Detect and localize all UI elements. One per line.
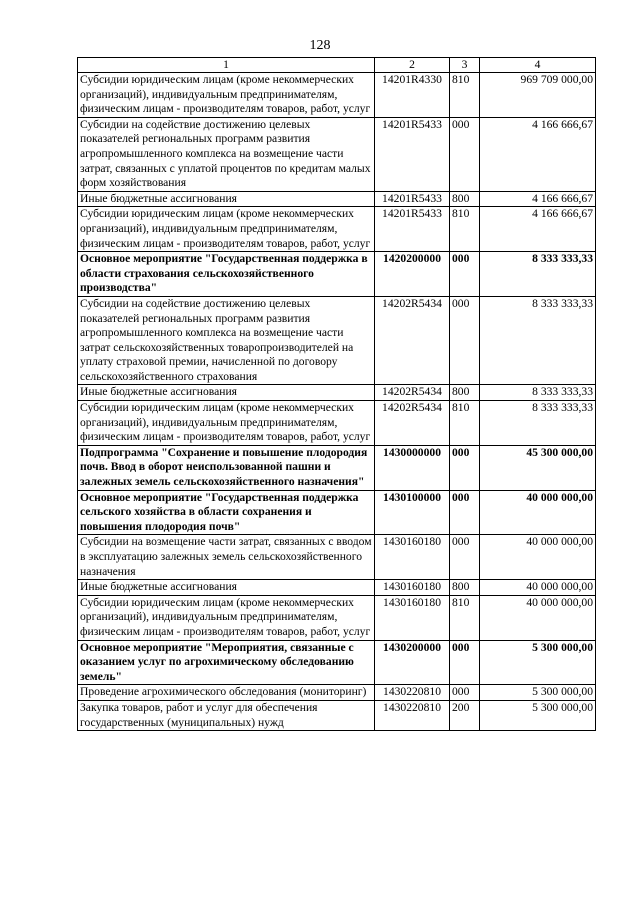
row-name-cell: Иные бюджетные ассигнования — [78, 385, 375, 401]
row-code-cell: 1420200000 — [375, 252, 450, 297]
row-name-cell: Субсидии на содействие достижению целевых показателей региональных программ развития агропромышленного комплекса на возмещение части затрат сельскохозяйственных товаропроизводителей на уплату страховой премии, начисленной по договору сельскохозяйственного страхования — [78, 296, 375, 385]
row-kvr-cell: 800 — [450, 385, 480, 401]
table-row — [78, 191, 596, 207]
row-code-cell: 1430160180 — [375, 535, 450, 580]
row-amount-cell: 8 333 333,33 — [480, 252, 596, 297]
row-kvr-cell: 000 — [450, 445, 480, 490]
row-code-cell: 1430220810 — [375, 700, 450, 730]
row-code-cell: 1430200000 — [375, 640, 450, 685]
table-row — [78, 700, 596, 730]
table-row — [78, 401, 596, 446]
table-row — [78, 73, 596, 118]
row-name-cell: Подпрограмма "Сохранение и повышение плодородия почв. Ввод в оборот неиспользованной пашни и залежных земель сельскохозяйственного назначения" — [78, 445, 375, 490]
row-name-cell: Иные бюджетные ассигнования — [78, 580, 375, 596]
row-code-cell: 14202R5434 — [375, 296, 450, 385]
row-amount-cell: 40 000 000,00 — [480, 535, 596, 580]
row-kvr-cell: 200 — [450, 700, 480, 730]
row-amount-cell: 40 000 000,00 — [480, 580, 596, 596]
row-code-cell: 14201R5433 — [375, 207, 450, 252]
table-row — [78, 490, 596, 535]
row-name-cell: Основное мероприятие "Государственная поддержка сельского хозяйства в области сохранения и повышения плодородия почв" — [78, 490, 375, 535]
table-row — [78, 595, 596, 640]
row-name-cell: Проведение агрохимического обследования (мониторинг) — [78, 685, 375, 701]
row-code-cell: 1430160180 — [375, 580, 450, 596]
row-code-cell: 14201R4330 — [375, 73, 450, 118]
row-kvr-cell: 000 — [450, 296, 480, 385]
row-amount-cell: 40 000 000,00 — [480, 595, 596, 640]
row-kvr-cell: 810 — [450, 401, 480, 446]
page-number: 128 — [309, 38, 331, 53]
row-name-cell: Закупка товаров, работ и услуг для обеспечения государственных (муниципальных) нужд — [78, 700, 375, 730]
row-amount-cell: 5 300 000,00 — [480, 640, 596, 685]
row-name-cell: Субсидии на возмещение части затрат, связанных с вводом в эксплуатацию залежных земель сельскохозяйственного назначения — [78, 535, 375, 580]
row-kvr-cell: 810 — [450, 73, 480, 118]
row-amount-cell: 4 166 666,67 — [480, 207, 596, 252]
row-name-cell: Субсидии юридическим лицам (кроме некоммерческих организаций), индивидуальным предпринимателям, физическим лицам - производителям товаров, работ, услуг — [78, 401, 375, 446]
table-header-row — [78, 58, 596, 73]
row-code-cell: 1430000000 — [375, 445, 450, 490]
row-name-cell: Субсидии на содействие достижению целевых показателей региональных программ развития агропромышленного комплекса на возмещение части затрат, связанных с уплатой процентов по кредитам малых форм хозяйствования — [78, 117, 375, 191]
row-name-cell: Основное мероприятие "Государственная поддержка в области страхования сельскохозяйственного производства" — [78, 252, 375, 297]
row-amount-cell: 4 166 666,67 — [480, 191, 596, 207]
row-code-cell: 1430220810 — [375, 685, 450, 701]
row-code-cell: 14202R5434 — [375, 401, 450, 446]
row-name-cell: Субсидии юридическим лицам (кроме некоммерческих организаций), индивидуальным предпринимателям, физическим лицам - производителям товаров, работ, услуг — [78, 73, 375, 118]
column-header-1: 1 — [78, 58, 375, 73]
row-amount-cell: 5 300 000,00 — [480, 700, 596, 730]
row-kvr-cell: 000 — [450, 535, 480, 580]
column-header-3: 3 — [450, 58, 480, 73]
table-row — [78, 445, 596, 490]
row-amount-cell: 8 333 333,33 — [480, 296, 596, 385]
row-amount-cell: 5 300 000,00 — [480, 685, 596, 701]
row-kvr-cell: 810 — [450, 595, 480, 640]
row-kvr-cell: 000 — [450, 252, 480, 297]
row-name-cell: Субсидии юридическим лицам (кроме некоммерческих организаций), индивидуальным предпринимателям, физическим лицам - производителям товаров, работ, услуг — [78, 595, 375, 640]
table-row — [78, 535, 596, 580]
column-header-2: 2 — [375, 58, 450, 73]
row-kvr-cell: 800 — [450, 580, 480, 596]
table-row — [78, 252, 596, 297]
row-name-cell: Основное мероприятие "Мероприятия, связанные с оказанием услуг по агрохимическому обследованию земель" — [78, 640, 375, 685]
row-amount-cell: 8 333 333,33 — [480, 401, 596, 446]
row-kvr-cell: 000 — [450, 640, 480, 685]
row-code-cell: 1430100000 — [375, 490, 450, 535]
table-row — [78, 580, 596, 596]
row-amount-cell: 8 333 333,33 — [480, 385, 596, 401]
row-name-cell: Субсидии юридическим лицам (кроме некоммерческих организаций), индивидуальным предпринимателям, физическим лицам - производителям товаров, работ, услуг — [78, 207, 375, 252]
table-row — [78, 117, 596, 191]
row-kvr-cell: 000 — [450, 685, 480, 701]
column-header-4: 4 — [480, 58, 596, 73]
row-kvr-cell: 000 — [450, 117, 480, 191]
row-name-cell: Иные бюджетные ассигнования — [78, 191, 375, 207]
row-amount-cell: 45 300 000,00 — [480, 445, 596, 490]
table-row — [78, 640, 596, 685]
row-code-cell: 1430160180 — [375, 595, 450, 640]
row-kvr-cell: 810 — [450, 207, 480, 252]
table-row — [78, 296, 596, 385]
table-row — [78, 385, 596, 401]
row-code-cell: 14201R5433 — [375, 117, 450, 191]
budget-table — [77, 57, 596, 731]
table-row — [78, 685, 596, 701]
row-amount-cell: 40 000 000,00 — [480, 490, 596, 535]
row-code-cell: 14202R5434 — [375, 385, 450, 401]
row-amount-cell: 4 166 666,67 — [480, 117, 596, 191]
table-row — [78, 207, 596, 252]
row-amount-cell: 969 709 000,00 — [480, 73, 596, 118]
row-kvr-cell: 800 — [450, 191, 480, 207]
row-code-cell: 14201R5433 — [375, 191, 450, 207]
row-kvr-cell: 000 — [450, 490, 480, 535]
